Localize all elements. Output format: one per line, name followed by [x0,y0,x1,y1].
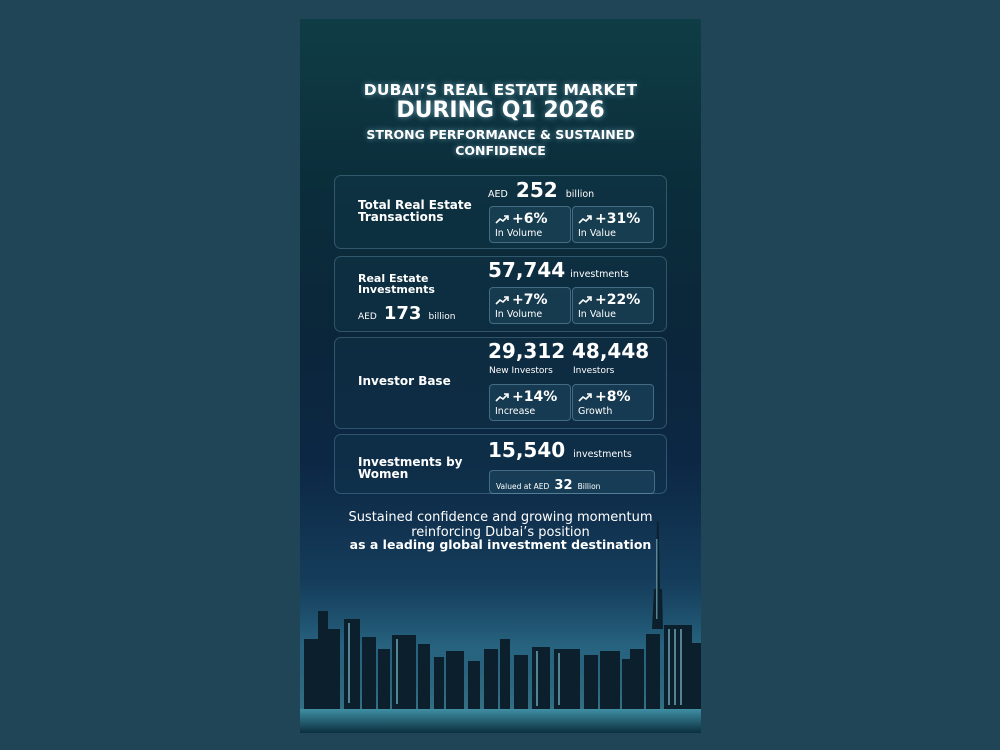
investors-growth-sub: Growth [578,406,613,417]
transactions-amount: 252 [515,178,558,202]
new-investors-count: 29,312 [488,339,566,363]
investors-increase-pct: +14% [512,389,558,405]
women-valued-box [489,470,655,494]
closing-line-2: reinforcing Dubai’s position [411,525,590,540]
transactions-card [334,175,667,249]
title-line-2: DURING Q1 2026 [396,98,605,123]
women-valued-amount: 32 [554,478,573,493]
investments-volume-sub: In Volume [495,309,543,320]
transactions-currency: AED [488,189,508,200]
transactions-volume-pct: +6% [512,211,548,227]
women-investments-card [334,434,667,494]
women-label: Investments by Women [358,455,463,481]
investments-unit: billion [428,312,456,322]
subtitle: STRONG PERFORMANCE & SUSTAINED CONFIDENCE [366,127,635,158]
women-valued-prefix: Valued at AED [496,482,550,491]
investments-label: Real Estate Investments [358,272,435,296]
transactions-value-sub: In Value [578,228,616,239]
city-skyline-image [300,499,701,733]
investments-total [358,303,455,324]
women-count-row [488,438,632,462]
trend-up-icon [578,393,592,402]
investor-base-card [334,337,667,429]
total-investors-count: 48,448 [572,339,650,363]
transactions-value-stat [572,206,654,243]
investments-value-sub: In Value [578,309,616,320]
women-count-unit: investments [573,449,632,460]
investments-card [334,256,667,332]
investments-count-row [488,258,629,282]
trend-up-icon [578,215,592,224]
investments-volume-pct: +7% [512,292,548,308]
transactions-label: Total Real Estate Transactions [358,198,472,224]
investments-value-pct: +22% [595,292,641,308]
trend-up-icon [495,393,509,402]
transactions-value-pct: +31% [595,211,641,227]
investors-growth-stat [572,384,654,421]
investors-growth-pct: +8% [595,389,631,405]
trend-up-icon [495,215,509,224]
investments-count-unit: investments [570,269,629,280]
transactions-volume-stat [489,206,571,243]
total-investors-label: Investors [573,366,615,376]
transactions-unit: billion [565,189,595,200]
title-line-1: DUBAI’S REAL ESTATE MARKET [363,81,638,99]
infographic-poster [300,19,701,733]
women-count: 15,540 [488,438,566,462]
closing-line-3: as a leading global investment destination [349,537,652,552]
investments-currency: AED [358,312,377,322]
closing-line-1: Sustained confidence and growing momentum [348,510,653,525]
investments-value-stat [572,287,654,324]
women-valued-unit: Billion [577,482,601,491]
investor-base-label: Investor Base [358,374,451,388]
transactions-volume-sub: In Volume [495,228,543,239]
transactions-total [488,178,594,202]
women-valued-row [496,474,600,493]
trend-up-icon [495,296,509,305]
investments-volume-stat [489,287,571,324]
investors-increase-sub: Increase [495,406,536,417]
new-investors-label: New Investors [489,366,553,376]
investments-amount: 173 [383,303,422,324]
investors-increase-stat [489,384,571,421]
investments-count: 57,744 [488,258,566,282]
trend-up-icon [578,296,592,305]
